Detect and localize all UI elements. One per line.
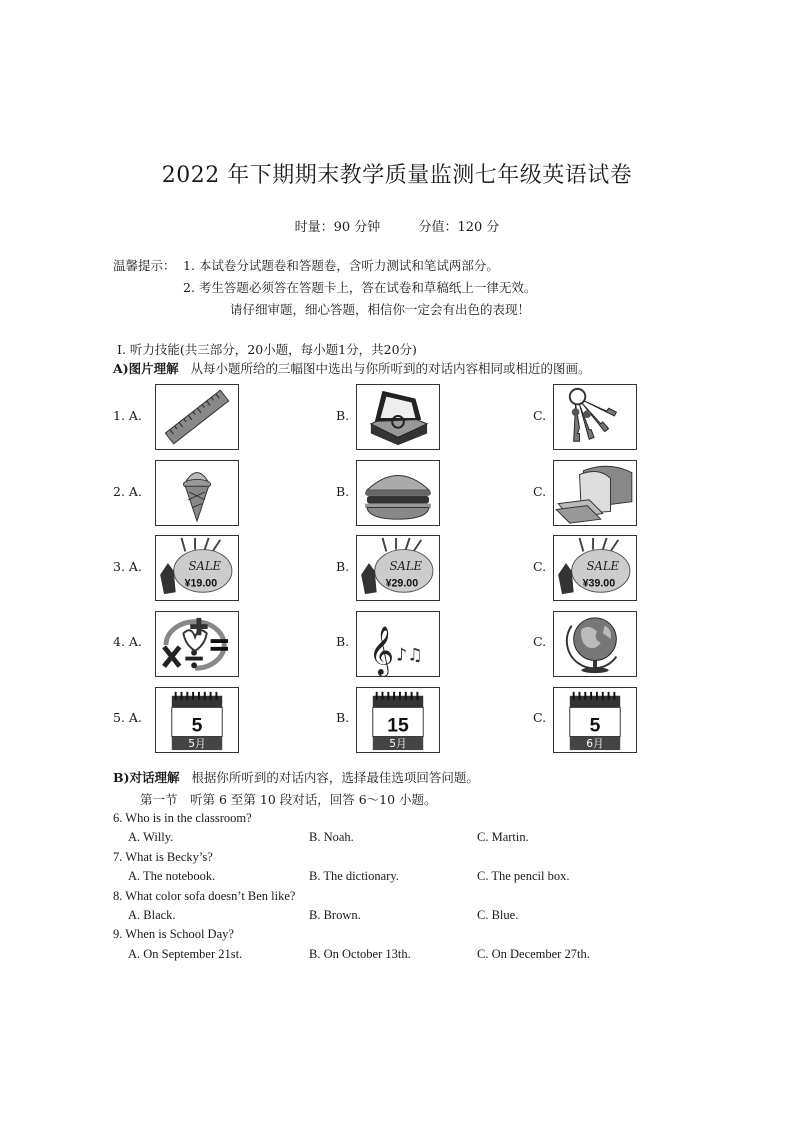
calendar-month: 5月 (188, 737, 206, 751)
q5-option-b[interactable] (356, 687, 440, 753)
q1-option-a[interactable] (155, 384, 239, 450)
calendar-icon (554, 688, 636, 752)
time-limit: 时量：90 分钟 (294, 220, 381, 235)
part-b-instruction: 根据你所听到的对话内容，选择最佳选项回答问题。 (191, 770, 479, 785)
q8-option-a[interactable]: A. Black. (128, 908, 176, 922)
section-1-heading: Ⅰ. 听力技能(共三部分，20小题，每小题1分，共20分) (117, 342, 417, 357)
q8-option-c[interactable]: C. Blue. (477, 908, 519, 922)
part-a-instruction: 从每小题所给的三幅图中选出与你所听到的对话内容相同或相近的图画。 (190, 361, 591, 376)
ring-box-icon (357, 385, 439, 449)
q4-option-c[interactable] (553, 611, 637, 677)
q2-label: 2. A. (113, 484, 142, 499)
q9-option-a[interactable]: A. On September 21st. (128, 947, 243, 961)
q7-option-a[interactable]: A. The notebook. (128, 869, 216, 883)
part-a-label: A)图片理解 (113, 361, 179, 376)
part-b-heading (113, 768, 479, 786)
calendar-day: 15 (387, 714, 409, 737)
q3-c-label: C. (533, 559, 547, 574)
q2-c-label: C. (533, 484, 547, 499)
svg-text:SALE: SALE (389, 558, 423, 573)
q4-b-label: B. (336, 634, 350, 649)
q9-option-b[interactable]: B. On October 13th. (309, 947, 411, 961)
q8-option-b[interactable]: B. Brown. (309, 908, 361, 922)
q3-option-a[interactable] (155, 535, 239, 601)
svg-text:SALE: SALE (586, 558, 620, 573)
q2-b-label: B. (336, 484, 350, 499)
math-symbols-icon (156, 612, 238, 676)
q1-option-b[interactable] (356, 384, 440, 450)
q4-option-b[interactable] (356, 611, 440, 677)
price-b: ¥29.00 (385, 577, 419, 590)
calendar-month: 5月 (389, 737, 407, 751)
q4-option-a[interactable] (155, 611, 239, 677)
keys-icon (554, 385, 636, 449)
q3-option-c[interactable] (553, 535, 637, 601)
q5-c-label: C. (533, 710, 547, 725)
svg-text:♪♫: ♪♫ (396, 645, 423, 666)
question-8: 8. What color sofa doesn’t Ben like? (113, 889, 296, 903)
price-c: ¥39.00 (582, 577, 616, 590)
calendar-month: 6月 (586, 737, 604, 751)
q1-label: 1. A. (113, 408, 142, 423)
q3-label: 3. A. (113, 559, 142, 574)
tips-label: 温馨提示： (113, 258, 176, 273)
q6-option-c[interactable]: C. Martin. (477, 830, 529, 844)
calendar-icon (357, 688, 439, 752)
q5-b-label: B. (336, 710, 350, 725)
q1-c-label: C. (533, 408, 547, 423)
q2-option-a[interactable] (155, 460, 239, 526)
exam-title: 2022 年下期期末教学质量监测七年级英语试卷 (161, 163, 633, 188)
music-notes-icon (357, 612, 439, 676)
svg-text:SALE: SALE (188, 558, 222, 573)
q3-option-b[interactable] (356, 535, 440, 601)
part-b-label: B)对话理解 (113, 770, 180, 785)
q5-option-a[interactable] (155, 687, 239, 753)
ruler-icon (156, 385, 238, 449)
tips-line-2: 2. 考生答题必须答在答题卡上，答在试卷和草稿纸上一律无效。 (183, 280, 537, 295)
q9-option-c[interactable]: C. On December 27th. (477, 947, 590, 961)
question-7: 7. What is Becky’s? (113, 850, 213, 864)
hamburger-icon (357, 461, 439, 525)
q7-option-b[interactable]: B. The dictionary. (309, 869, 399, 883)
sale-price-icon (156, 536, 238, 600)
part-b-subsection: 第一节 听第 6 至第 10 段对话，回答 6～10 小题。 (140, 792, 437, 807)
price-a: ¥19.00 (184, 577, 218, 590)
q2-option-c[interactable] (553, 460, 637, 526)
q4-c-label: C. (533, 634, 547, 649)
part-a-heading (113, 359, 591, 377)
tips-line-1: 1. 本试卷分试题卷和答题卷，含听力测试和笔试两部分。 (183, 258, 499, 273)
tips-line-3: 请仔细审题，细心答题，相信你一定会有出色的表现！ (230, 302, 531, 317)
sale-price-icon (357, 536, 439, 600)
q6-option-a[interactable]: A. Willy. (128, 830, 174, 844)
q2-option-b[interactable] (356, 460, 440, 526)
q5-label: 5. A. (113, 710, 142, 725)
q7-option-c[interactable]: C. The pencil box. (477, 869, 570, 883)
q1-option-c[interactable] (553, 384, 637, 450)
q5-option-c[interactable] (553, 687, 637, 753)
exam-meta (0, 216, 794, 235)
calendar-icon (156, 688, 238, 752)
sale-price-icon (554, 536, 636, 600)
ice-cream-icon (156, 461, 238, 525)
svg-text:𝄞: 𝄞 (368, 625, 395, 676)
question-6: 6. Who is in the classroom? (113, 811, 252, 825)
total-score: 分值：120 分 (418, 220, 500, 235)
calendar-day: 5 (589, 714, 601, 737)
calendar-day: 5 (191, 714, 203, 737)
q4-label: 4. A. (113, 634, 142, 649)
q6-option-b[interactable]: B. Noah. (309, 830, 354, 844)
q3-b-label: B. (336, 559, 350, 574)
bread-icon (554, 461, 636, 525)
question-9: 9. When is School Day? (113, 927, 234, 941)
globe-icon (554, 612, 636, 676)
q1-b-label: B. (336, 408, 350, 423)
